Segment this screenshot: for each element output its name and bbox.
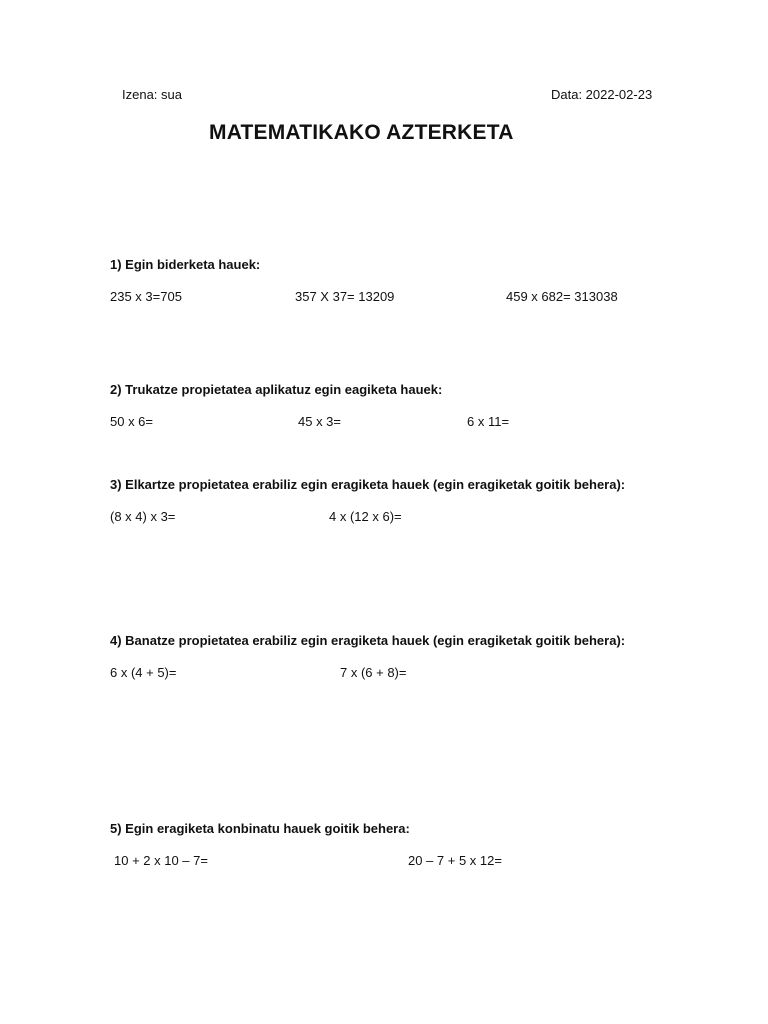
section-1-item-2: 357 X 37= 13209 bbox=[295, 289, 395, 304]
section-3-item-2: 4 x (12 x 6)= bbox=[329, 509, 402, 524]
section-2-heading: 2) Trukatze propietatea aplikatuz egin eagiketa hauek: bbox=[110, 382, 443, 397]
section-3-item-1: (8 x 4) x 3= bbox=[110, 509, 176, 524]
section-5-item-1: 10 + 2 x 10 – 7= bbox=[114, 853, 208, 868]
exam-date: Data: 2022-02-23 bbox=[551, 87, 653, 102]
page-title: MATEMATIKAKO AZTERKETA bbox=[209, 121, 514, 144]
section-4-item-1: 6 x (4 + 5)= bbox=[110, 665, 177, 680]
section-2-item-2: 45 x 3= bbox=[298, 414, 342, 429]
section-2-item-1: 50 x 6= bbox=[110, 414, 154, 429]
section-5-heading: 5) Egin eragiketa konbinatu hauek goitik behera: bbox=[110, 821, 410, 836]
section-2-item-3: 6 x 11= bbox=[467, 414, 510, 429]
student-name: Izena: sua bbox=[122, 87, 182, 102]
section-1-item-3: 459 x 682= 313038 bbox=[506, 289, 618, 304]
section-4-item-2: 7 x (6 + 8)= bbox=[340, 665, 407, 680]
section-1-item-1: 235 x 3=705 bbox=[110, 289, 182, 304]
section-4-heading: 4) Banatze propietatea erabiliz egin eragiketa hauek (egin eragiketak goitik behera): bbox=[110, 633, 626, 648]
section-5-item-2: 20 – 7 + 5 x 12= bbox=[408, 853, 502, 868]
section-3-heading: 3) Elkartze propietatea erabiliz egin eragiketa hauek (egin eragiketak goitik behera): bbox=[110, 477, 626, 492]
section-1-heading: 1) Egin biderketa hauek: bbox=[110, 257, 261, 272]
